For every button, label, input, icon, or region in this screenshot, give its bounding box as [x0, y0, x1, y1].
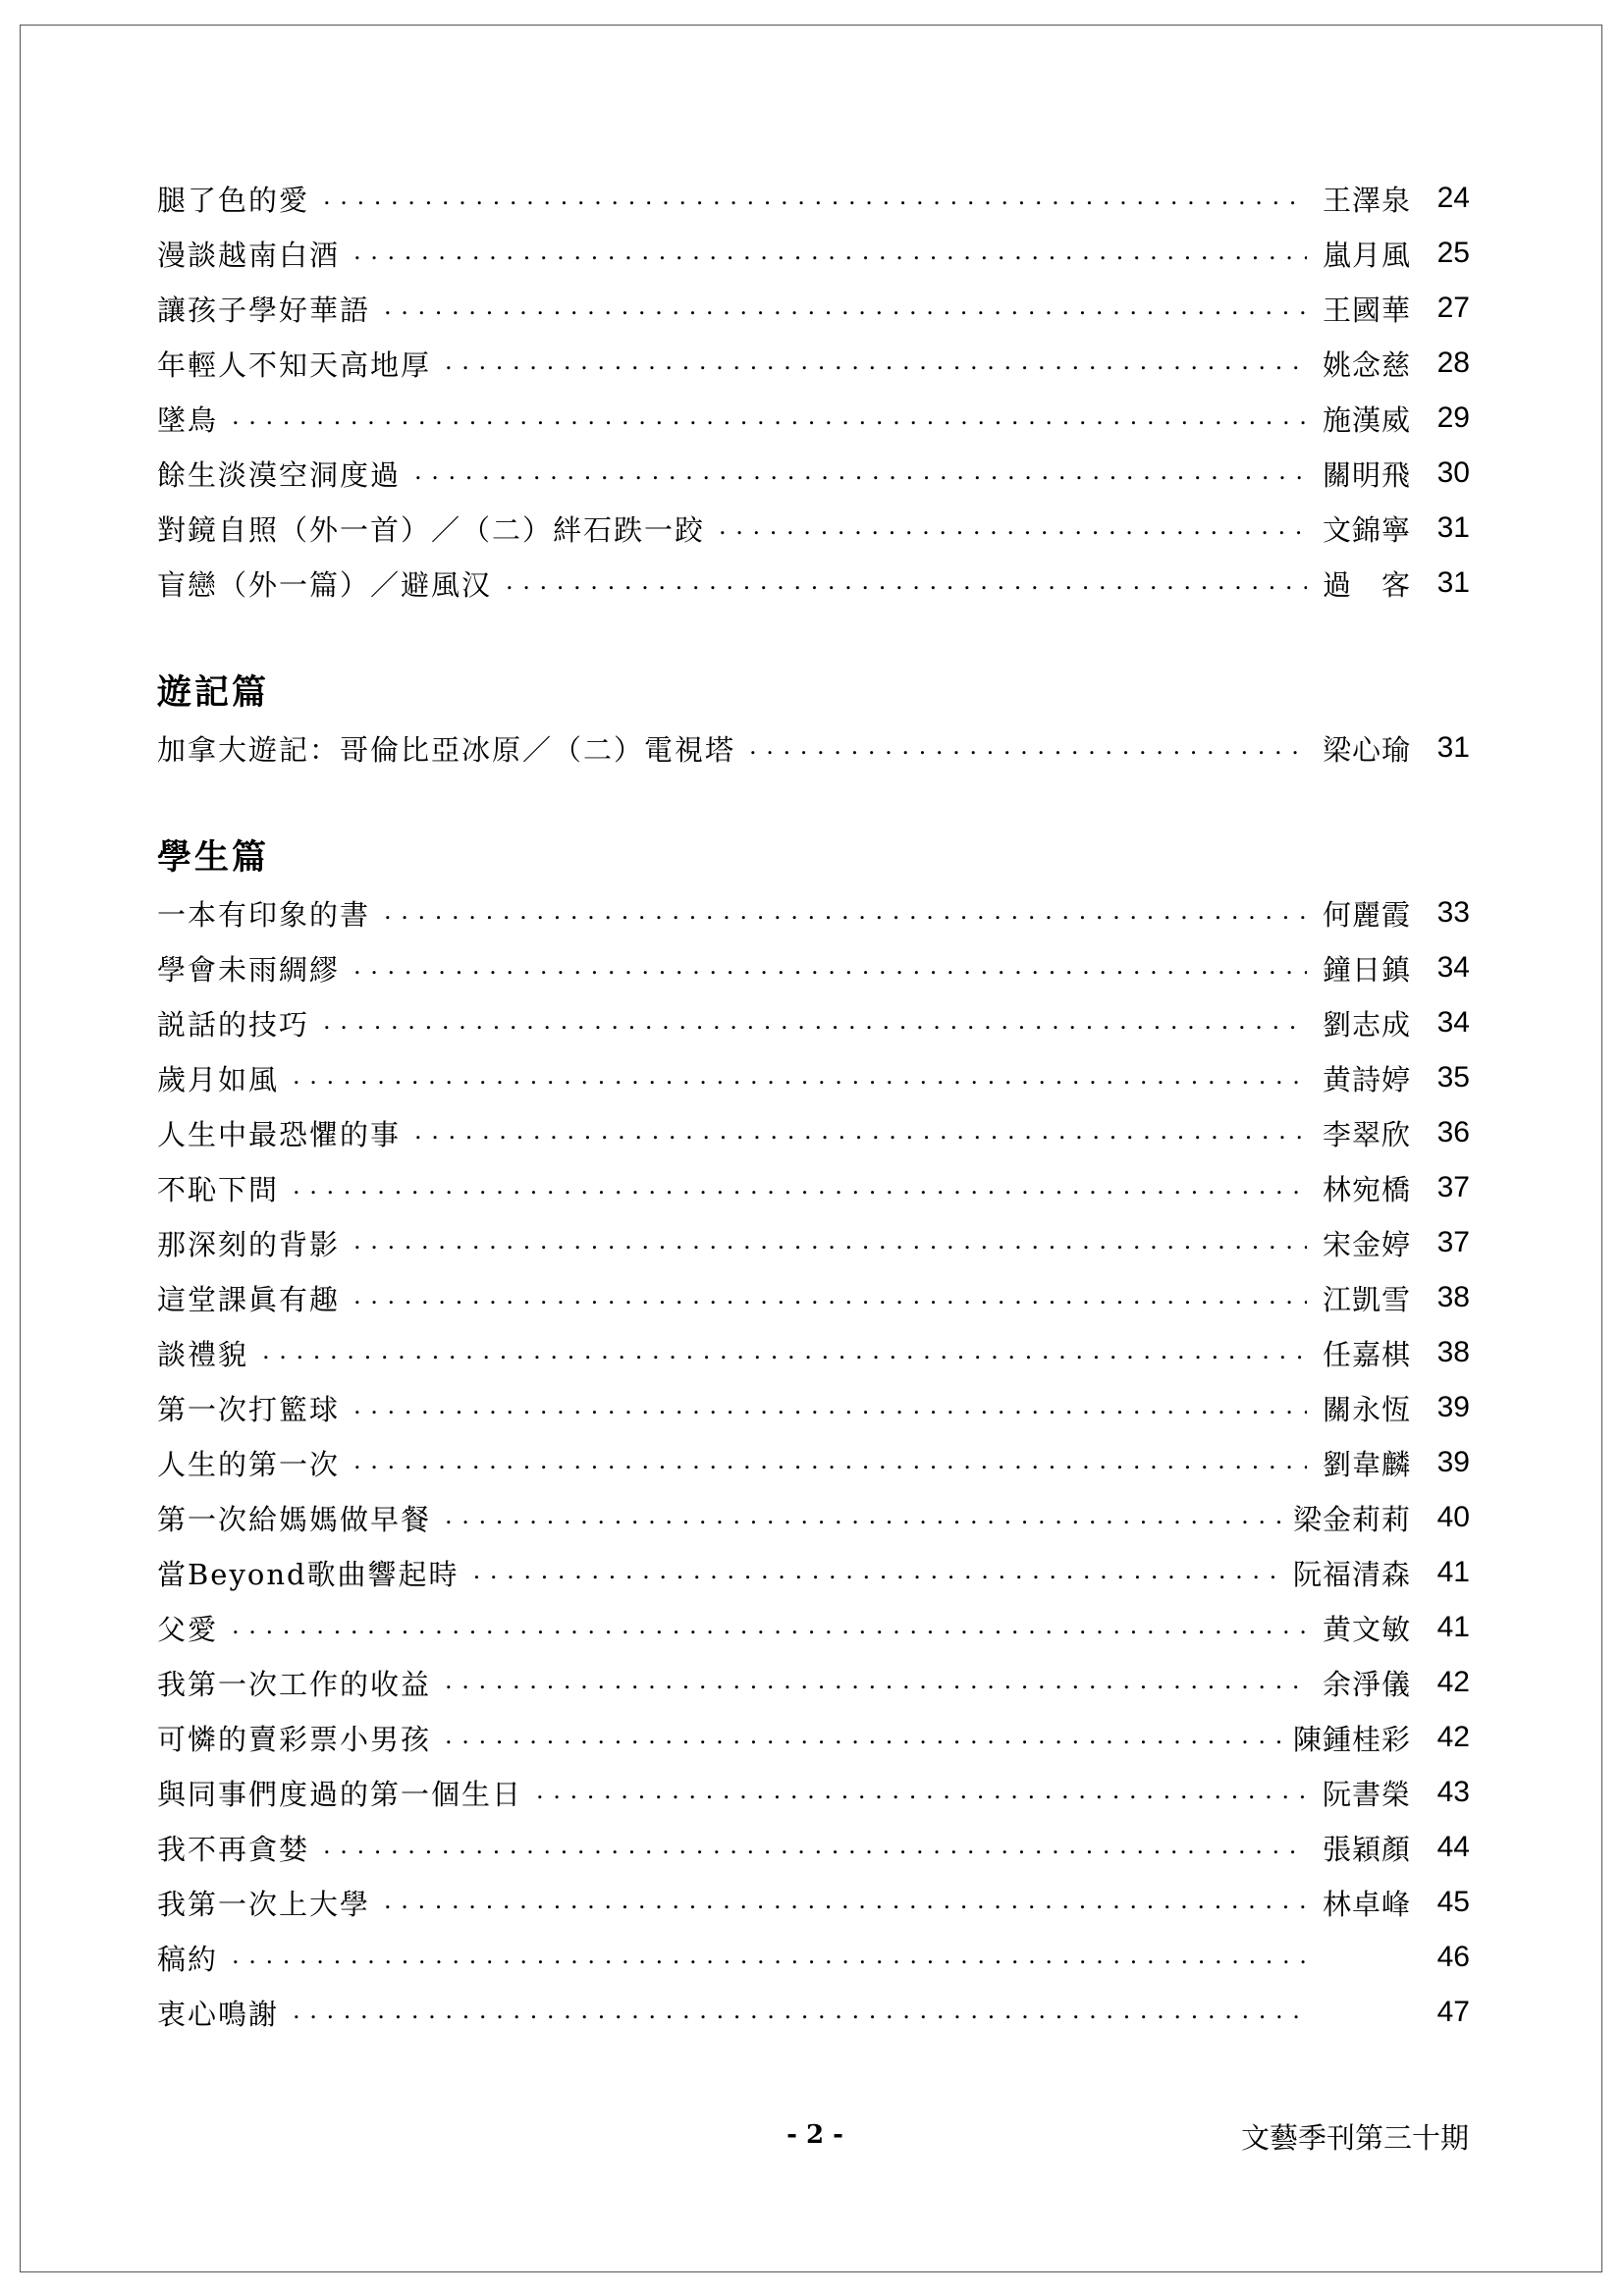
toc-entry-author: 劉韋麟: [1322, 1447, 1411, 1481]
dot-leader: [353, 1270, 1307, 1325]
dot-leader: [473, 1545, 1287, 1600]
toc-entry: [157, 171, 1470, 226]
toc-entry-author: 關明飛: [1322, 457, 1411, 492]
toc-entry-title: 讓孩子學好華語: [157, 293, 371, 327]
toc-entry: [157, 1820, 1470, 1875]
dot-leader: [293, 1985, 1307, 2040]
dot-leader: [323, 1820, 1307, 1875]
toc-entry-author: 過 客: [1322, 567, 1411, 602]
toc-entry-author: 姚念慈: [1322, 347, 1411, 382]
dot-leader: [506, 556, 1307, 611]
toc-entry: [157, 391, 1470, 446]
toc-entry-author: 阮福清森: [1292, 1557, 1411, 1591]
dot-leader: [232, 391, 1307, 446]
toc-entry-page: 40: [1436, 1501, 1470, 1533]
toc-entry: [157, 940, 1470, 995]
toc-entry-page: 38: [1436, 1336, 1470, 1368]
toc-entry: [157, 1215, 1470, 1270]
toc-entry-page: 27: [1436, 292, 1470, 324]
toc-entry-page: 28: [1436, 347, 1470, 379]
toc-entry-title: 第一次給媽媽做早餐: [157, 1502, 432, 1536]
toc-entry-author: 阮書榮: [1322, 1777, 1411, 1811]
dot-leader: [719, 501, 1307, 556]
dot-leader: [353, 226, 1307, 281]
toc-entry-page: 42: [1436, 1721, 1470, 1753]
page-number: - 2 -: [786, 2120, 843, 2150]
dot-leader: [293, 1160, 1307, 1215]
toc-entry-page: 45: [1436, 1886, 1470, 1918]
toc-entry-page: 35: [1436, 1061, 1470, 1094]
toc-entry-page: 39: [1436, 1391, 1470, 1423]
toc-entry: [157, 226, 1470, 281]
toc-entry-title: 那深刻的背影: [157, 1227, 341, 1261]
toc-entry: [157, 281, 1470, 336]
toc-entry-author: 梁金莉莉: [1292, 1502, 1411, 1536]
toc-entry-page: 44: [1436, 1831, 1470, 1863]
toc-entry-author: 林宛橋: [1322, 1172, 1411, 1206]
toc-group-student: [157, 885, 1470, 2040]
dot-leader: [445, 1655, 1307, 1710]
toc-entry-title: 墜鳥: [157, 402, 219, 437]
table-of-contents: [157, 171, 1470, 2040]
dot-leader: [445, 1490, 1287, 1545]
dot-leader: [445, 336, 1307, 391]
toc-entry-author: 文錦寧: [1322, 512, 1411, 547]
toc-entry-author: 梁心瑜: [1322, 732, 1411, 767]
toc-entry-author: 鐘日鎮: [1322, 952, 1411, 987]
toc-entry-author: 任嘉棋: [1322, 1337, 1411, 1371]
dot-leader: [323, 171, 1307, 226]
toc-entry-author: 施漢威: [1322, 402, 1411, 437]
toc-entry-page: 41: [1436, 1556, 1470, 1588]
toc-entry-title: 年輕人不知天高地厚: [157, 347, 432, 382]
toc-entry-title: 歲月如風: [157, 1062, 280, 1096]
toc-entry-title: 對鏡自照（外一首）／（二）絆石跌一跤: [157, 512, 706, 547]
toc-entry-author: 黄詩婷: [1322, 1062, 1411, 1096]
section-spacer: [157, 611, 1470, 666]
dot-leader: [536, 1765, 1307, 1820]
toc-entry-page: 47: [1436, 1996, 1470, 2028]
toc-entry-title: 可憐的賣彩票小男孩: [157, 1722, 432, 1756]
dot-leader: [293, 1050, 1307, 1105]
toc-entry-title: 這堂課眞有趣: [157, 1282, 341, 1316]
toc-entry-page: 41: [1436, 1611, 1470, 1643]
dot-leader: [353, 940, 1307, 995]
toc-entry-title: 漫談越南白酒: [157, 238, 341, 272]
toc-entry-title: 人生中最恐懼的事: [157, 1117, 402, 1151]
toc-entry: [157, 446, 1470, 501]
toc-entry-page: 29: [1436, 401, 1470, 434]
toc-entry-page: 42: [1436, 1666, 1470, 1698]
toc-entry: [157, 1985, 1470, 2040]
publication-title: 文藝季刊第三十期: [1240, 2123, 1469, 2155]
toc-entry: [157, 1160, 1470, 1215]
toc-entry-page: 37: [1436, 1171, 1470, 1203]
toc-entry: [157, 1105, 1470, 1160]
toc-entry-title: 與同事們度過的第一個生日: [157, 1777, 523, 1811]
toc-entry-title: 當Beyond歌曲響起時: [157, 1557, 460, 1591]
toc-entry-page: 39: [1436, 1446, 1470, 1478]
toc-entry: [157, 1270, 1470, 1325]
dot-leader: [323, 995, 1307, 1050]
toc-group-main: [157, 171, 1470, 611]
toc-entry: [157, 1435, 1470, 1490]
toc-entry-author: 宋金婷: [1322, 1227, 1411, 1261]
section-spacer: [157, 775, 1470, 830]
toc-entry-page: 33: [1436, 896, 1470, 929]
dot-leader: [262, 1325, 1307, 1380]
toc-entry-page: 31: [1436, 566, 1470, 599]
toc-entry-title: 第一次打籃球: [157, 1392, 341, 1426]
toc-entry-page: 38: [1436, 1281, 1470, 1313]
toc-entry-author: 王澤泉: [1322, 183, 1411, 217]
toc-entry-title: 父愛: [157, 1612, 219, 1646]
toc-entry-title: 不恥下問: [157, 1172, 280, 1206]
dot-leader: [232, 1600, 1307, 1655]
toc-entry-author: 李翠欣: [1322, 1117, 1411, 1151]
toc-entry: [157, 1930, 1470, 1985]
dot-leader: [353, 1215, 1307, 1270]
toc-entry-author: 關永恆: [1322, 1392, 1411, 1426]
toc-entry: [157, 721, 1470, 775]
dot-leader: [445, 1710, 1287, 1765]
toc-group-travel: [157, 721, 1470, 775]
dot-leader: [353, 1380, 1307, 1435]
toc-entry: [157, 1875, 1470, 1930]
toc-entry-author: 張穎顏: [1322, 1832, 1411, 1866]
toc-entry-page: 37: [1436, 1226, 1470, 1258]
toc-entry-page: 46: [1436, 1941, 1470, 1973]
toc-entry: [157, 1380, 1470, 1435]
toc-entry-title: 我第一次上大學: [157, 1887, 371, 1921]
toc-entry-author: 余淨儀: [1322, 1667, 1411, 1701]
toc-entry-author: 林卓峰: [1322, 1887, 1411, 1921]
section-heading-student: 學生篇: [157, 837, 270, 878]
toc-entry: [157, 1050, 1470, 1105]
toc-entry-title: 説話的技巧: [157, 1007, 310, 1041]
dot-leader: [414, 1105, 1307, 1160]
toc-entry: [157, 336, 1470, 391]
dot-leader: [749, 721, 1307, 775]
toc-entry: [157, 556, 1470, 611]
dot-leader: [353, 1435, 1307, 1490]
toc-entry-title: 餘生淡漠空洞度過: [157, 457, 402, 492]
toc-entry-title: 學會未雨綢繆: [157, 952, 341, 987]
toc-entry-author: 何麗霞: [1322, 897, 1411, 932]
toc-entry-author: 陳鍾桂彩: [1292, 1722, 1411, 1756]
toc-entry-page: 31: [1436, 511, 1470, 544]
toc-entry-author: 江凱雪: [1322, 1282, 1411, 1316]
dot-leader: [414, 446, 1307, 501]
toc-entry-title: 我不再貪婪: [157, 1832, 310, 1866]
toc-entry-title: 加拿大遊記：哥倫比亞冰原／（二）電視塔: [157, 732, 736, 767]
toc-entry-page: 34: [1436, 951, 1470, 984]
toc-entry-title: 談禮貌: [157, 1337, 249, 1371]
toc-entry-page: 43: [1436, 1776, 1470, 1808]
toc-entry-title: 盲戀（外一篇）／避風汉: [157, 567, 493, 602]
toc-entry: [157, 1765, 1470, 1820]
toc-entry-author: 嵐月風: [1322, 238, 1411, 272]
toc-entry-title: 腿了色的愛: [157, 183, 310, 217]
toc-entry: [157, 1710, 1470, 1765]
toc-entry: [157, 1600, 1470, 1655]
toc-entry-title: 人生的第一次: [157, 1447, 341, 1481]
toc-entry: [157, 1325, 1470, 1380]
section-heading-travel: 遊記篇: [157, 672, 270, 713]
toc-entry-page: 25: [1436, 237, 1470, 269]
toc-entry: [157, 1655, 1470, 1710]
dot-leader: [384, 281, 1307, 336]
dot-leader: [232, 1930, 1307, 1985]
toc-entry-page: 31: [1436, 731, 1470, 764]
toc-entry-title: 我第一次工作的收益: [157, 1667, 432, 1701]
toc-entry-author: 劉志成: [1322, 1007, 1411, 1041]
toc-entry-page: 24: [1436, 182, 1470, 214]
toc-entry-page: 34: [1436, 1006, 1470, 1039]
toc-entry: [157, 885, 1470, 940]
toc-entry: [157, 1490, 1470, 1545]
toc-entry-page: 36: [1436, 1116, 1470, 1148]
dot-leader: [384, 885, 1307, 940]
toc-entry: [157, 1545, 1470, 1600]
toc-entry-title: 衷心鳴謝: [157, 1997, 280, 2031]
toc-entry-author: 王國華: [1322, 293, 1411, 327]
toc-entry: [157, 995, 1470, 1050]
dot-leader: [384, 1875, 1307, 1930]
toc-entry-page: 30: [1436, 456, 1470, 489]
toc-entry-title: 稿約: [157, 1942, 219, 1976]
toc-entry: [157, 501, 1470, 556]
toc-entry-author: 黄文敏: [1322, 1612, 1411, 1646]
toc-entry-title: 一本有印象的書: [157, 897, 371, 932]
